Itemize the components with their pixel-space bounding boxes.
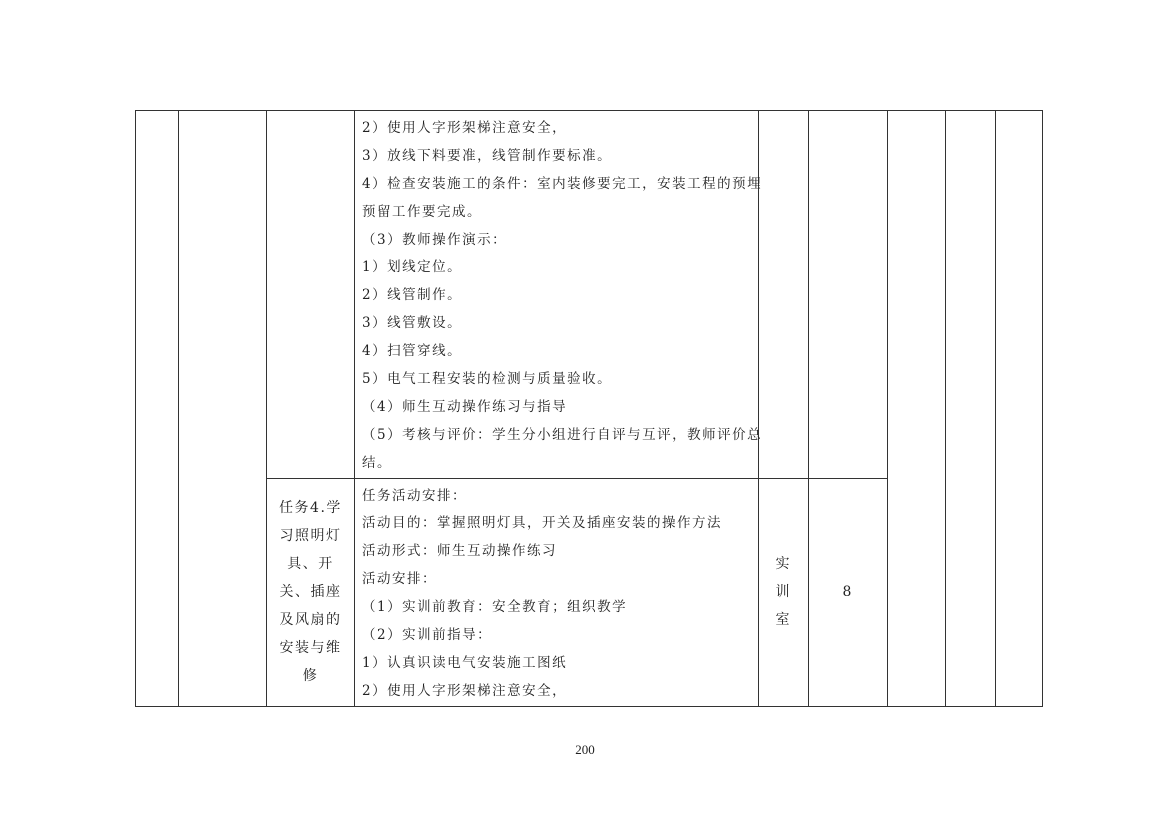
content-line: 4）扫管穿线。 — [362, 343, 463, 360]
content-line: 3）线管敷设。 — [362, 315, 463, 332]
empty-task-cell — [267, 111, 355, 479]
table-row — [136, 111, 1043, 479]
location-text: 实训室 — [775, 556, 792, 629]
content-line: （4）师生互动操作练习与指导 — [362, 398, 568, 415]
empty-hours-cell — [809, 111, 888, 479]
content-line: 5）电气工程安装的检测与质量验收。 — [362, 371, 613, 388]
content-line: 结。 — [362, 454, 392, 471]
schedule-table-wrapper — [135, 110, 1042, 699]
content-line: （3）教师操作演示： — [362, 231, 508, 248]
content-line: 活动目的：掌握照明灯具，开关及插座安装的操作方法 — [362, 515, 722, 532]
content-line: 活动安排： — [362, 571, 437, 588]
empty-cell-col1 — [136, 111, 179, 707]
activity-lines — [355, 479, 758, 706]
content-line: （1）实训前教育：安全教育；组织教学 — [362, 599, 628, 616]
activity-lines — [355, 111, 763, 478]
task-name-cell: 任务4.学习照明灯具、开关、插座及风扇的安装与维修 — [267, 478, 355, 706]
content-line: （2）实训前指导： — [362, 627, 493, 644]
content-line: 2）使用人字形架梯注意安全， — [362, 120, 568, 136]
content-line: 任务活动安排： — [362, 487, 467, 504]
content-line: 2）使用人字形架梯注意安全， — [362, 682, 568, 699]
empty-cell-col8 — [946, 111, 996, 707]
content-line: 预留工作要完成。 — [362, 203, 482, 220]
activity-content-cell — [355, 111, 763, 479]
empty-cell-col7 — [888, 111, 946, 707]
content-line: 活动形式：师生互动操作练习 — [362, 543, 557, 560]
schedule-table — [135, 110, 1043, 707]
location-cell — [759, 478, 809, 706]
content-line: 2）线管制作。 — [362, 287, 463, 304]
content-line: （5）考核与评价：学生分小组进行自评与互评，教师评价总 — [362, 426, 763, 443]
empty-cell-col2 — [179, 111, 267, 707]
empty-cell-col9 — [996, 111, 1043, 707]
content-line: 1）认真识读电气安装施工图纸 — [362, 654, 568, 671]
activity-content-cell — [355, 478, 759, 706]
content-line: 3）放线下料要准，线管制作要标准。 — [362, 147, 613, 164]
empty-location-cell — [759, 111, 809, 479]
hours-cell: 8 — [809, 478, 888, 706]
content-line: 1）划线定位。 — [362, 259, 463, 276]
page-number: 200 — [575, 742, 595, 757]
content-line: 4）检查安装施工的条件：室内装修要完工，安装工程的预埋 — [362, 175, 763, 192]
